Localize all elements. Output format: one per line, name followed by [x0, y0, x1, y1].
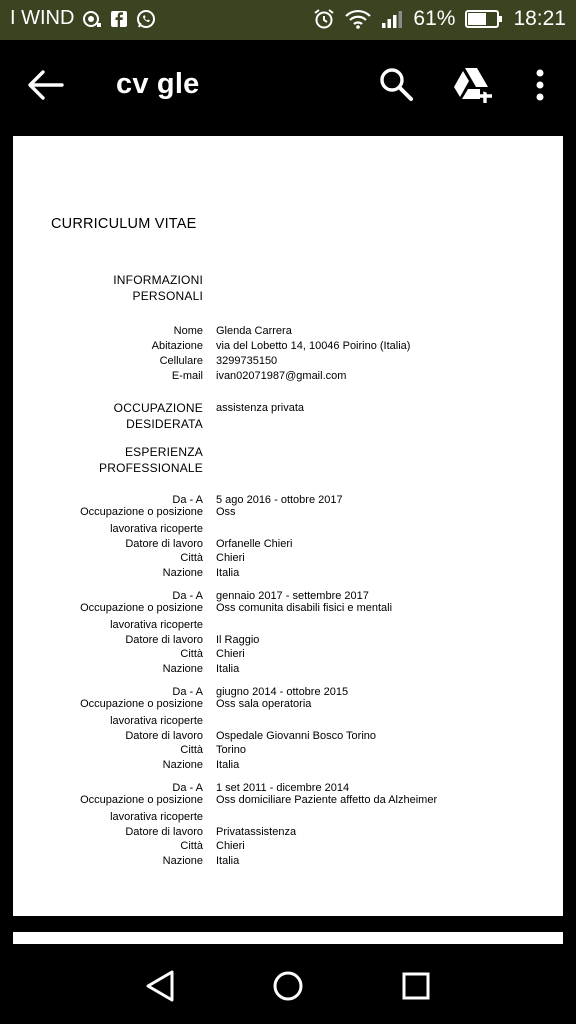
document-page	[13, 136, 563, 916]
field-label: Datore di lavoro	[125, 729, 203, 742]
field-value: Ospedale Giovanni Bosco Torino	[216, 729, 377, 742]
field-value: Italia	[216, 855, 240, 867]
field-label: Occupazione o posizione	[80, 793, 203, 806]
nav-back-icon[interactable]	[140, 966, 180, 1006]
field-value: Italia	[216, 663, 240, 675]
field-label: Cellulare	[159, 355, 203, 367]
field-value: 3299735150	[216, 355, 278, 367]
wifi-icon	[345, 9, 371, 29]
field-label: Da - A	[172, 686, 203, 698]
search-icon[interactable]	[378, 66, 414, 102]
field-label: Città	[180, 648, 203, 661]
field-label: Città	[180, 744, 203, 757]
facebook-icon	[110, 10, 128, 28]
field-label: Da - A	[172, 590, 203, 602]
clock: 18:21	[513, 7, 566, 30]
battery-percent: 61%	[413, 7, 456, 30]
field-label: lavorativa ricoperte	[110, 523, 203, 536]
document-viewer[interactable]	[0, 132, 576, 940]
field-label: Nazione	[162, 855, 203, 867]
navigation-bar	[0, 944, 576, 1024]
field-value: Glenda Carrera	[216, 325, 292, 337]
field-label: Datore di lavoro	[125, 825, 203, 838]
field-value: ivan02071987@gmail.com	[216, 370, 347, 382]
field-label: Nazione	[162, 663, 203, 675]
app-bar	[0, 40, 576, 132]
field-label: Da - A	[172, 782, 203, 794]
carrier-label: I WIND	[10, 7, 75, 29]
field-label: Città	[180, 840, 203, 853]
field-label: Datore di lavoro	[125, 537, 203, 550]
field-value: Italia	[216, 759, 240, 771]
alarm-icon	[313, 8, 335, 30]
field-label: Nazione	[162, 759, 203, 771]
field-value: 5 ago 2016 - ottobre 2017	[216, 494, 343, 506]
field-label: Nome	[173, 325, 203, 337]
field-value: Chieri	[216, 648, 245, 661]
field-value: Oss	[216, 505, 236, 518]
field-label: Da - A	[172, 494, 203, 506]
field-label: Occupazione o posizione	[80, 601, 203, 614]
field-label: Nazione	[162, 567, 203, 579]
field-value: Orfanelle Chieri	[216, 537, 293, 550]
field-label: Occupazione o posizione	[80, 505, 203, 518]
field-value: Oss sala operatoria	[216, 697, 312, 710]
add-to-drive-icon[interactable]	[452, 66, 494, 104]
signal-icon	[381, 9, 403, 29]
field-value: Oss domiciliare Paziente affetto da Alzheimer	[216, 793, 438, 806]
section-desired-occupation: OCCUPAZIONE DESIDERATA	[113, 401, 203, 431]
field-label: E-mail	[171, 370, 203, 382]
desired-occupation-value: assistenza privata	[216, 402, 305, 414]
document-title: cv gle	[116, 68, 200, 100]
field-value: Chieri	[216, 840, 245, 853]
cv-title: CURRICULUM VITAE	[51, 216, 197, 232]
status-bar	[0, 0, 576, 40]
field-label: Abitazione	[151, 340, 203, 352]
nav-recents-icon[interactable]	[396, 966, 436, 1006]
battery-icon	[465, 9, 503, 29]
camera-notification-icon	[82, 10, 102, 28]
field-label: lavorativa ricoperte	[110, 811, 203, 824]
field-label: lavorativa ricoperte	[110, 619, 203, 632]
back-arrow-icon[interactable]	[26, 68, 64, 102]
field-value: Torino	[216, 744, 246, 757]
field-value: 1 set 2011 - dicembre 2014	[216, 782, 350, 794]
nav-home-icon[interactable]	[268, 966, 308, 1006]
whatsapp-icon	[136, 9, 156, 29]
section-personal-info: INFORMAZIONI PERSONALI	[113, 273, 203, 303]
field-value: Chieri	[216, 552, 245, 565]
field-value: Privatassistenza	[216, 825, 297, 838]
section-work-experience: ESPERIENZA PROFESSIONALE	[99, 445, 203, 475]
field-value: Italia	[216, 567, 240, 579]
field-value: gennaio 2017 - settembre 2017	[216, 590, 369, 602]
field-value: via del Lobetto 14, 10046 Poirino (Italia)	[216, 340, 411, 352]
field-label: Città	[180, 552, 203, 565]
field-value: Oss comunita disabili fisici e mentali	[216, 601, 393, 614]
field-label: Occupazione o posizione	[80, 697, 203, 710]
field-label: Datore di lavoro	[125, 633, 203, 646]
field-label: lavorativa ricoperte	[110, 715, 203, 728]
field-value: giugno 2014 - ottobre 2015	[216, 686, 349, 698]
field-value: Il Raggio	[216, 633, 260, 646]
more-options-icon[interactable]	[528, 68, 552, 102]
